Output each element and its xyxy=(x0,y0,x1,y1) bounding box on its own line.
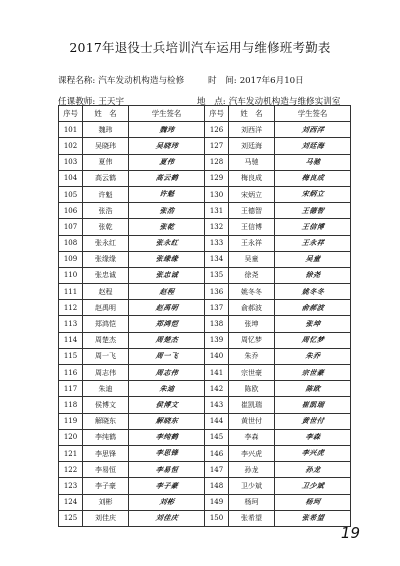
table-row xyxy=(59,251,351,267)
cell-signature-right xyxy=(273,203,351,219)
cell-seq-right: 146 xyxy=(205,445,229,461)
cell-name-left: 周楚杰 xyxy=(83,332,129,348)
cell-seq-left: 123 xyxy=(59,478,83,494)
cell-seq-right: 131 xyxy=(205,203,229,219)
table-row xyxy=(59,154,351,170)
cell-seq-left: 102 xyxy=(59,138,83,154)
cell-signature-left xyxy=(127,267,205,283)
cell-signature-left xyxy=(127,170,205,186)
handwritten-signature: 马驰 xyxy=(304,158,321,167)
handwritten-signature: 高云鹤 xyxy=(154,174,179,183)
cell-signature-right xyxy=(273,494,351,510)
cell-signature-right xyxy=(273,251,351,267)
cell-name-left: 解晓东 xyxy=(83,413,129,429)
cell-seq-right: 139 xyxy=(205,332,229,348)
cell-signature-left xyxy=(127,332,205,348)
handwritten-signature: 许魁 xyxy=(158,190,175,199)
table-row xyxy=(59,413,351,429)
cell-seq-right: 150 xyxy=(205,510,229,526)
handwritten-signature: 王信博 xyxy=(300,222,325,231)
table-row xyxy=(59,219,351,235)
handwritten-signature: 张坤 xyxy=(304,320,321,329)
handwritten-signature: 卫少斌 xyxy=(300,481,325,490)
handwritten-signature: 侯博文 xyxy=(154,400,179,409)
handwritten-signature: 赵禹明 xyxy=(154,303,179,312)
table-row xyxy=(59,186,351,202)
handwritten-signature: 王永祥 xyxy=(300,239,325,248)
handwritten-signature: 俞郝波 xyxy=(300,303,325,312)
cell-signature-left xyxy=(127,462,205,478)
cell-seq-left: 105 xyxy=(59,186,83,202)
table-row xyxy=(59,122,351,138)
cell-seq-left: 113 xyxy=(59,316,83,332)
handwritten-signature: 张永红 xyxy=(154,239,179,248)
header-signature-left: 学生签名 xyxy=(129,106,205,122)
table-row xyxy=(59,284,351,300)
cell-name-left: 侯博文 xyxy=(83,397,129,413)
cell-seq-left: 106 xyxy=(59,203,83,219)
cell-signature-right xyxy=(273,462,351,478)
place-label: 地 点: xyxy=(197,97,226,107)
cell-signature-right xyxy=(273,510,351,526)
cell-name-right: 马驰 xyxy=(229,154,275,170)
cell-seq-left: 110 xyxy=(59,267,83,283)
cell-signature-left xyxy=(127,186,205,202)
cell-name-right: 张希望 xyxy=(229,510,275,526)
header-name-left: 姓 名 xyxy=(83,106,129,122)
handwritten-signature: 朱乔 xyxy=(304,352,321,361)
handwritten-signature: 吴童 xyxy=(304,255,321,264)
table-row xyxy=(59,138,351,154)
table-row xyxy=(59,235,351,251)
cell-seq-right: 148 xyxy=(205,478,229,494)
table-row xyxy=(59,365,351,381)
cell-seq-left: 125 xyxy=(59,510,83,526)
cell-name-left: 高云鹤 xyxy=(83,170,129,186)
handwritten-signature: 刘西洋 xyxy=(300,125,325,134)
cell-seq-left: 112 xyxy=(59,300,83,316)
handwritten-signature: 周楚杰 xyxy=(154,336,179,345)
cell-name-right: 徐尧 xyxy=(229,267,275,283)
cell-seq-left: 108 xyxy=(59,235,83,251)
cell-signature-left xyxy=(127,381,205,397)
cell-seq-left: 107 xyxy=(59,219,83,235)
cell-seq-left: 119 xyxy=(59,413,83,429)
cell-signature-left xyxy=(127,510,205,526)
header-seq-left: 序号 xyxy=(59,106,83,122)
cell-seq-left: 114 xyxy=(59,332,83,348)
course-value: 汽车发动机构造与检修 xyxy=(98,76,185,86)
cell-seq-right: 132 xyxy=(205,219,229,235)
handwritten-signature: 解晓东 xyxy=(154,417,179,426)
header-name-right: 姓 名 xyxy=(229,106,275,122)
cell-seq-right: 134 xyxy=(205,251,229,267)
cell-name-right: 张坤 xyxy=(229,316,275,332)
cell-seq-left: 122 xyxy=(59,462,83,478)
cell-signature-right xyxy=(273,348,351,364)
cell-name-left: 张永红 xyxy=(83,235,129,251)
table-row xyxy=(59,316,351,332)
cell-seq-right: 136 xyxy=(205,284,229,300)
handwritten-signature: 姚冬冬 xyxy=(300,287,325,296)
cell-name-right: 卫少斌 xyxy=(229,478,275,494)
cell-name-left: 赵程 xyxy=(83,284,129,300)
table-row xyxy=(59,203,351,219)
cell-name-left: 夏伟 xyxy=(83,154,129,170)
cell-name-left: 张忠诚 xyxy=(83,267,129,283)
cell-signature-left xyxy=(127,365,205,381)
cell-seq-left: 116 xyxy=(59,365,83,381)
cell-signature-right xyxy=(273,397,351,413)
cell-name-left: 李纯鹤 xyxy=(83,429,129,445)
handwritten-signature: 周志伟 xyxy=(154,368,179,377)
cell-seq-left: 120 xyxy=(59,429,83,445)
cell-name-right: 李兴虎 xyxy=(229,445,275,461)
cell-seq-left: 124 xyxy=(59,494,83,510)
cell-signature-right xyxy=(273,186,351,202)
handwritten-signature: 孙龙 xyxy=(304,465,321,474)
cell-signature-right xyxy=(273,300,351,316)
cell-signature-left xyxy=(127,251,205,267)
cell-seq-right: 129 xyxy=(205,170,229,186)
cell-seq-right: 142 xyxy=(205,381,229,397)
cell-signature-right xyxy=(273,332,351,348)
table-row xyxy=(59,478,351,494)
cell-seq-right: 126 xyxy=(205,122,229,138)
cell-seq-left: 115 xyxy=(59,348,83,364)
handwritten-signature: 朱迪 xyxy=(158,384,175,393)
handwritten-signature: 李思锋 xyxy=(154,449,179,458)
cell-name-right: 俞郝波 xyxy=(229,300,275,316)
cell-name-left: 周一飞 xyxy=(83,348,129,364)
handwritten-signature: 梅良成 xyxy=(300,174,325,183)
cell-name-left: 李易恒 xyxy=(83,462,129,478)
cell-name-right: 崔凯瑞 xyxy=(229,397,275,413)
cell-signature-left xyxy=(127,494,205,510)
cell-name-left: 张乾 xyxy=(83,219,129,235)
handwritten-signature: 崔凯瑞 xyxy=(300,400,325,409)
table-row xyxy=(59,267,351,283)
handwritten-signature: 陈欧 xyxy=(304,384,321,393)
cell-seq-left: 117 xyxy=(59,381,83,397)
course-label: 课程名称: xyxy=(58,76,96,86)
handwritten-signature: 李易恒 xyxy=(154,465,179,474)
cell-name-right: 陈欧 xyxy=(229,381,275,397)
cell-seq-right: 127 xyxy=(205,138,229,154)
cell-name-right: 朱乔 xyxy=(229,348,275,364)
cell-name-right: 周忆梦 xyxy=(229,332,275,348)
cell-name-left: 刘彬 xyxy=(83,494,129,510)
cell-name-right: 李森 xyxy=(229,429,275,445)
table-row xyxy=(59,332,351,348)
cell-name-right: 孙龙 xyxy=(229,462,275,478)
cell-seq-left: 101 xyxy=(59,122,83,138)
time-label: 时 间: xyxy=(208,76,237,86)
handwritten-signature: 周忆梦 xyxy=(300,336,325,345)
cell-seq-left: 111 xyxy=(59,284,83,300)
table-row xyxy=(59,170,351,186)
table-row xyxy=(59,381,351,397)
cell-name-right: 宗世豪 xyxy=(229,365,275,381)
cell-name-right: 刘西洋 xyxy=(229,122,275,138)
cell-signature-right xyxy=(273,284,351,300)
attendance-table xyxy=(58,105,351,527)
cell-seq-left: 118 xyxy=(59,397,83,413)
cell-name-left: 刘佳庆 xyxy=(83,510,129,526)
handwritten-signature: 刘彬 xyxy=(158,498,175,507)
handwritten-signature: 李子豪 xyxy=(154,481,179,490)
cell-signature-right xyxy=(273,429,351,445)
cell-name-right: 姚冬冬 xyxy=(229,284,275,300)
cell-signature-left xyxy=(127,429,205,445)
cell-seq-right: 137 xyxy=(205,300,229,316)
cell-name-right: 王永祥 xyxy=(229,235,275,251)
handwritten-signature: 魏玮 xyxy=(158,125,175,134)
course-info xyxy=(58,74,184,86)
cell-seq-right: 135 xyxy=(205,267,229,283)
cell-name-left: 许魁 xyxy=(83,186,129,202)
cell-name-left: 魏玮 xyxy=(83,122,129,138)
cell-signature-left xyxy=(127,284,205,300)
cell-name-right: 杨珂 xyxy=(229,494,275,510)
handwritten-signature: 吴晓玮 xyxy=(154,141,179,150)
teacher-value: 王天宇 xyxy=(98,97,125,107)
cell-seq-left: 103 xyxy=(59,154,83,170)
cell-name-left: 朱迪 xyxy=(83,381,129,397)
cell-seq-right: 149 xyxy=(205,494,229,510)
cell-signature-left xyxy=(127,203,205,219)
time-info xyxy=(208,74,304,86)
cell-name-right: 王信博 xyxy=(229,219,275,235)
table-header-row xyxy=(59,106,351,122)
handwritten-signature: 张乾 xyxy=(158,222,175,231)
cell-signature-left xyxy=(127,397,205,413)
cell-signature-left xyxy=(127,235,205,251)
cell-signature-left xyxy=(127,478,205,494)
table-row xyxy=(59,510,351,526)
cell-signature-right xyxy=(273,170,351,186)
table-row xyxy=(59,429,351,445)
cell-name-right: 黄世付 xyxy=(229,413,275,429)
cell-name-left: 周志伟 xyxy=(83,365,129,381)
cell-name-right: 王德智 xyxy=(229,203,275,219)
cell-name-left: 张浩 xyxy=(83,203,129,219)
handwritten-signature: 宗世豪 xyxy=(300,368,325,377)
cell-signature-left xyxy=(127,300,205,316)
handwritten-signature: 郑鸿恺 xyxy=(154,320,179,329)
cell-signature-right xyxy=(273,316,351,332)
cell-name-left: 郑鸿恺 xyxy=(83,316,129,332)
cell-signature-right xyxy=(273,219,351,235)
cell-name-right: 宋炳立 xyxy=(229,186,275,202)
cell-signature-right xyxy=(273,122,351,138)
cell-seq-right: 128 xyxy=(205,154,229,170)
cell-signature-left xyxy=(127,138,205,154)
page-number: 19 xyxy=(340,524,360,542)
cell-name-right: 吴童 xyxy=(229,251,275,267)
handwritten-signature: 夏伟 xyxy=(158,158,175,167)
cell-signature-right xyxy=(273,478,351,494)
cell-name-right: 梅良成 xyxy=(229,170,275,186)
cell-seq-right: 130 xyxy=(205,186,229,202)
cell-name-left: 李子豪 xyxy=(83,478,129,494)
cell-signature-left xyxy=(127,122,205,138)
handwritten-signature: 杨珂 xyxy=(304,498,321,507)
cell-signature-left xyxy=(127,154,205,170)
table-row xyxy=(59,445,351,461)
cell-signature-right xyxy=(273,445,351,461)
cell-name-right: 刘廷海 xyxy=(229,138,275,154)
cell-seq-right: 144 xyxy=(205,413,229,429)
handwritten-signature: 徐尧 xyxy=(304,271,321,280)
cell-name-left: 吴晓玮 xyxy=(83,138,129,154)
cell-seq-right: 145 xyxy=(205,429,229,445)
cell-seq-left: 109 xyxy=(59,251,83,267)
cell-seq-right: 143 xyxy=(205,397,229,413)
cell-signature-right xyxy=(273,267,351,283)
handwritten-signature: 李兴虎 xyxy=(300,449,325,458)
table-row xyxy=(59,348,351,364)
cell-signature-right xyxy=(273,381,351,397)
handwritten-signature: 周一飞 xyxy=(154,352,179,361)
teacher-label: 任课教师: xyxy=(58,97,96,107)
handwritten-signature: 张忠诚 xyxy=(154,271,179,280)
handwritten-signature: 刘佳庆 xyxy=(154,514,179,523)
handwritten-signature: 王德智 xyxy=(300,206,325,215)
cell-name-left: 张缘缘 xyxy=(83,251,129,267)
handwritten-signature: 张浩 xyxy=(158,206,175,215)
cell-seq-right: 138 xyxy=(205,316,229,332)
cell-signature-left xyxy=(127,219,205,235)
header-signature-right: 学生签名 xyxy=(275,106,351,122)
cell-signature-right xyxy=(273,138,351,154)
cell-seq-left: 121 xyxy=(59,445,83,461)
cell-seq-right: 140 xyxy=(205,348,229,364)
cell-seq-right: 147 xyxy=(205,462,229,478)
table-row xyxy=(59,300,351,316)
handwritten-signature: 张缘缘 xyxy=(154,255,179,264)
cell-seq-left: 104 xyxy=(59,170,83,186)
cell-seq-right: 133 xyxy=(205,235,229,251)
document-title: 2017年退役士兵培训汽车运用与维修班考勤表 xyxy=(69,40,331,55)
table-row xyxy=(59,462,351,478)
handwritten-signature: 黄世付 xyxy=(300,417,325,426)
cell-signature-left xyxy=(127,316,205,332)
handwritten-signature: 刘廷海 xyxy=(300,141,325,150)
place-value: 汽车发动机构造与维修实训室 xyxy=(228,97,341,107)
table-row xyxy=(59,494,351,510)
cell-signature-left xyxy=(127,348,205,364)
handwritten-signature: 宋炳立 xyxy=(300,190,325,199)
cell-name-left: 赵禹明 xyxy=(83,300,129,316)
cell-signature-left xyxy=(127,413,205,429)
cell-name-left: 李思锋 xyxy=(83,445,129,461)
handwritten-signature: 李森 xyxy=(304,433,321,442)
cell-signature-right xyxy=(273,413,351,429)
handwritten-signature: 李纯鹤 xyxy=(154,433,179,442)
time-value: 2017年6月10日 xyxy=(239,76,304,86)
handwritten-signature: 张希望 xyxy=(300,514,325,523)
cell-signature-right xyxy=(273,235,351,251)
cell-signature-right xyxy=(273,154,351,170)
table-row xyxy=(59,397,351,413)
header-seq-right: 序号 xyxy=(205,106,229,122)
cell-signature-right xyxy=(273,365,351,381)
cell-signature-left xyxy=(127,445,205,461)
cell-seq-right: 141 xyxy=(205,365,229,381)
handwritten-signature: 赵程 xyxy=(158,287,175,296)
